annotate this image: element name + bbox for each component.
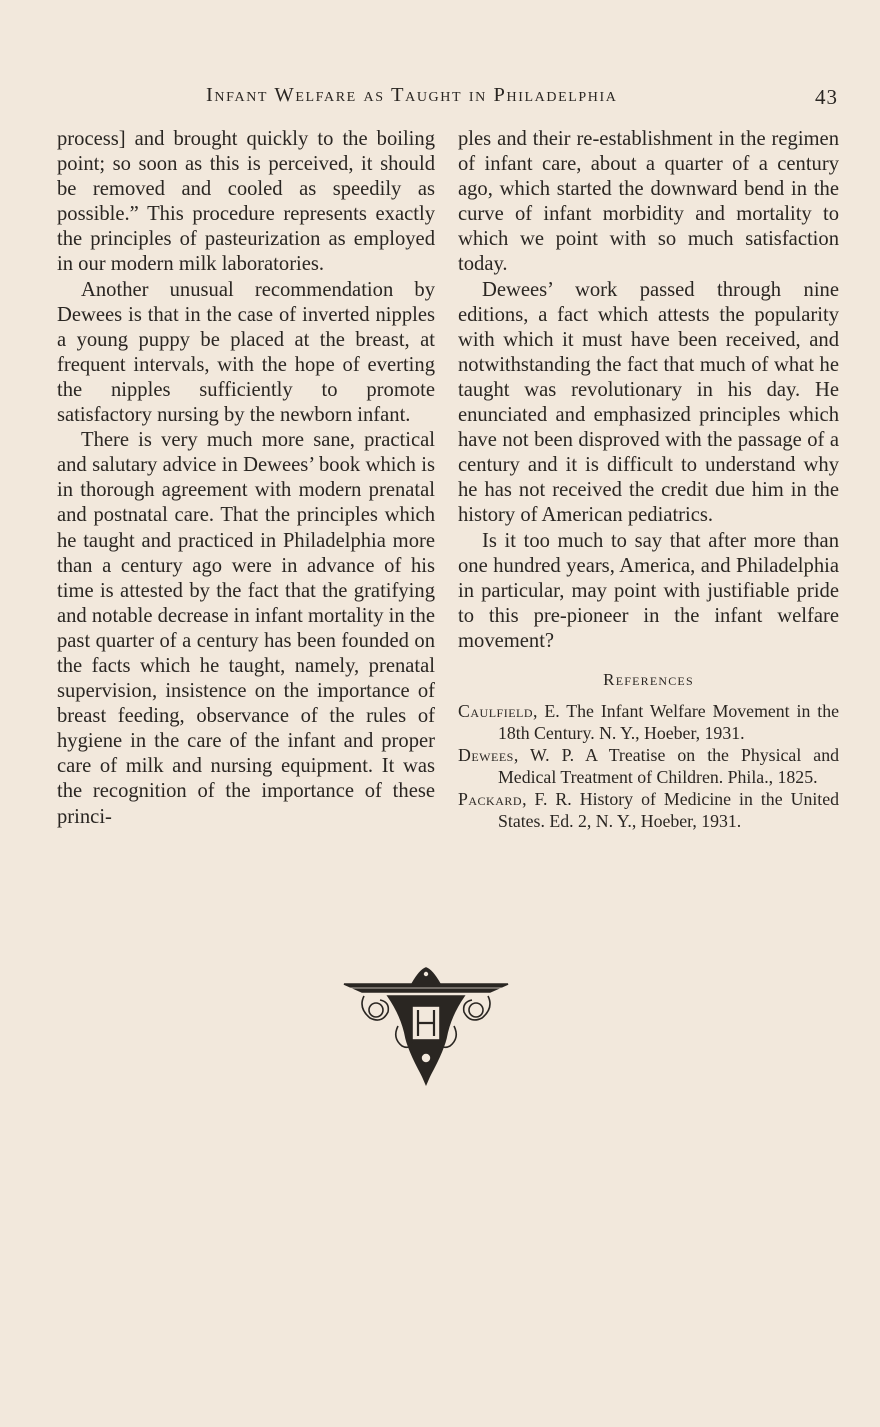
left-column [57,127,435,830]
reference-text: , W. P. A Treatise on the Physical and Medical Treatment of Children. Phila., 1825. [498,744,839,787]
page-number: 43 [815,85,838,109]
references-heading: References [603,669,694,689]
running-header [58,84,838,114]
paragraph: process] and brought quickly to the boiling point; so soon as this is perceived, it should be removed and cooled as speedily as possible.” This procedure represents exactly the principles of pasteurization as employed in our modern milk laboratories. [57,128,435,276]
reference-author: Packard [458,788,523,809]
reference-author: Dewees [458,744,514,765]
reference-text: , E. The Infant Welfare Movement in the 18th Century. N. Y., Hoeber, 1931. [498,700,839,743]
references-list [458,700,839,832]
reference-text: , F. R. History of Medicine in the United States. Ed. 2, N. Y., Hoeber, 1931. [498,788,839,831]
paragraph: Is it too much to say that after more than one hundred years, America, and Philadelphia in particular, may point with justifiable pride to this pre-pioneer in the infant welfare movement? [458,529,839,652]
paragraph: Another unusual recommendation by Dewees is that in the case of inverted nipples a young puppy be placed at the breast, at frequent intervals, with the hope of everting the nipples sufficiently to promote satisfactory nursing by the newborn infant. [57,278,435,427]
tailpiece-ornament-icon [340,966,512,1086]
right-column [458,127,839,832]
paragraph: ples and their re-establishment in the regimen of infant care, about a quarter of a century ago, which started the downward bend in the curve of infant morbidity and mortality to which we point with so much satisfaction today. [458,128,839,276]
paragraph: Dewees’ work passed through nine editions, a fact which attests the popularity with which it must have been received, and notwithstanding the fact that much of what he taught was revolutionary in his day. He enunciated and emphasized principles which have not been disproved with the passage of a century and it is difficult to understand why he has not received the credit due him in the history of American pediatrics. [458,278,839,527]
running-title: Infant Welfare as Taught in Philadelphia [206,84,618,106]
reference-item [458,744,839,788]
reference-item [458,700,839,744]
paragraph: There is very much more sane, practical and salutary advice in Dewees’ book which is in thorough agreement with modern prenatal and postnatal care. That the principles which he taught and practiced in Philadelphia more than a century ago were in advance of his time is attested by the fact that the gratifying and notable decrease in infant mortality in the past quarter of a century has been founded on the facts which he taught, namely, prenatal supervision, insistence on the importance of breast feeding, observance of the rules of hygiene in the care of the infant and proper care of milk and nursing equipment. It was the recognition of the importance of these princi- [57,429,435,828]
reference-item [458,788,839,832]
reference-author: Caulfield [458,700,534,721]
